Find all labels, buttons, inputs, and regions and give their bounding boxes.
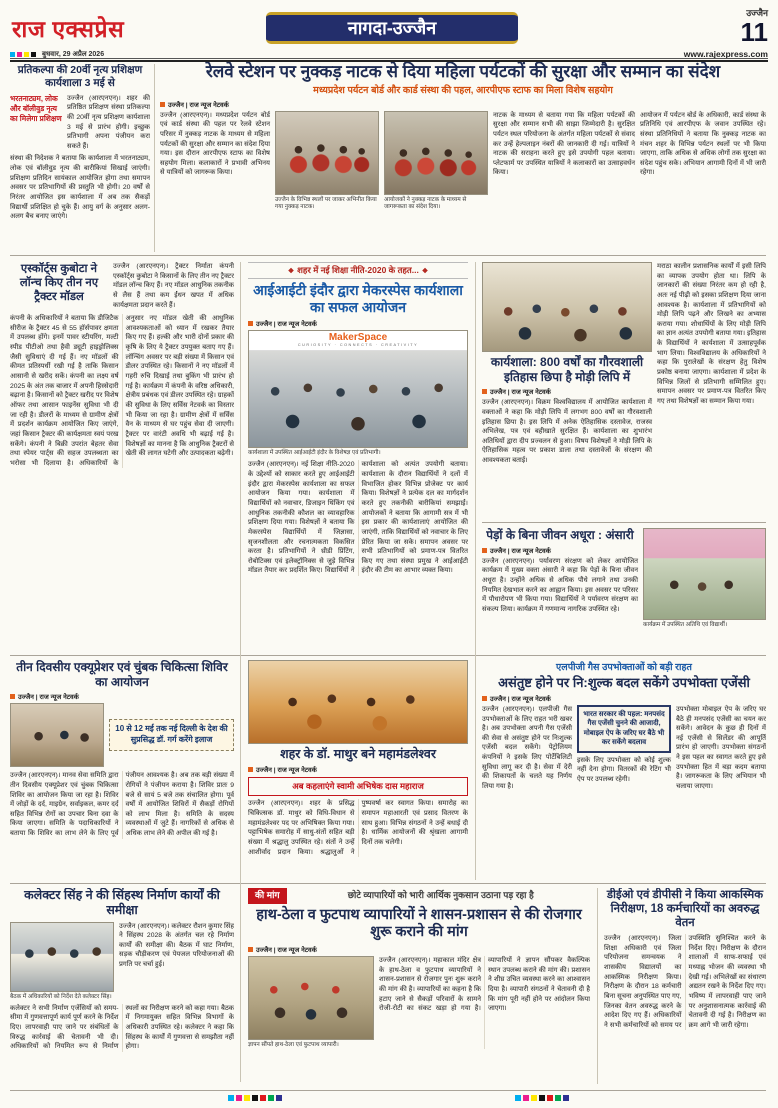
photo-street-play-2 bbox=[384, 111, 488, 195]
article-body: उज्जैन (आरएनएन)। मानव सेवा समिति द्वारा तीन दिवसीय एक्यूप्रेशर एवं चुंबक चिकित्सा शिविर का आयोजन किया जा रहा है। शिविर में जोड़ों के दर्द, माइग्रेन, सर्वाइकल, कमर दर्द सहित विभिन्न रोगों का उपचार बिना दवा के किया जाएगा। समिति के पदाधिकारियों ने बताया कि शिविर का लाभ लेने के लिए पूर्व पंजीयन आवश्यक है। अब तक बड़ी संख्या में रोगियों ने पंजीयन कराया है। शिविर प्रातः 9 बजे से सायं 5 बजे तक संचालित होगा। पूर्व वर्षों में आयोजित शिविरों में सैकड़ों रोगियों को लाभ मिला है। समिति के सदस्य व्यवस्थाओं में जुटे हैं। नागरिकों से अधिक से अधिक लाभ लेने की अपील की गई है। bbox=[10, 772, 234, 838]
highlight-box: 10 से 12 मई तक नई दिल्ली के देश की सुप्रसिद्ध डॉ. गर्ग करेंगे इलाज bbox=[109, 719, 234, 751]
highlight-box: अब कहलाएंगे स्वामी अभिषेक दास महाराज bbox=[248, 777, 468, 796]
article-body: इसके लिए उपभोक्ता को कोई शुल्क नहीं देना होगा। वितरकों की रेटिंग भी ऐप पर उपलब्ध रहेगी। bbox=[577, 756, 671, 783]
article-headline: रेलवे स्टेशन पर नुक्कड़ नाटक से दिया महिला पर्यटकों की सुरक्षा और सम्मान का संदेश bbox=[205, 62, 721, 81]
article-headline: हाथ-ठेला व फुटपाथ व्यापारियों ने शासन-प्रशासन से की रोजगार शुरू कराने की मांग bbox=[256, 906, 582, 941]
article-headline: आईआईटी इंदौर द्वारा मेकरस्पेस कार्यशाला का सफल आयोजन bbox=[253, 282, 463, 316]
article-headline: एस्कॉर्ट्स कुबोटा ने लॉन्च किए तीन नए ट्रैक्टर मॉडल bbox=[19, 263, 99, 304]
website-url: www.rajexpress.com bbox=[683, 49, 768, 59]
article-strap: छोटे व्यापारियों को भारी आर्थिक नुकसान उठाना पड़ रहा है bbox=[347, 890, 534, 900]
byline: उज्जैन | राज न्यूज नेटवर्क bbox=[10, 692, 234, 701]
masthead bbox=[10, 6, 768, 58]
article-body: उपभोक्ता मोबाइल ऐप के जरिए घर बैठे ही मनपसंद एजेंसी का चयन कर सकेंगे। आवेदन के कुछ ही दिनों में नई एजेंसी से सिलेंडर की आपूर्ति प्रारंभ हो जाएगी। उपभोक्ता संगठनों ने इस पहल का स्वागत करते हुए इसे उपभोक्ता हित में बड़ा कदम बताया है। जागरूकता के लिए अभियान भी चलाया जाएगा। bbox=[676, 705, 766, 790]
article-headline: पेड़ों के बिना जीवन अधूरा : अंसारी bbox=[486, 528, 634, 542]
ornament-icon bbox=[419, 265, 431, 275]
article-left-column bbox=[482, 262, 652, 466]
sign-tagline: CURIOSITY · CONNECTS · CREATIVITY bbox=[297, 343, 419, 347]
article-body: उज्जैन (आरएनएन)। महाकाल मंदिर क्षेत्र के हाथ-ठेला व फुटपाथ व्यापारियों ने शासन-प्रशासन से रोजगार पुनः शुरू कराने की मांग की है। व्यापारियों का कहना है कि हटाए जाने से सैकड़ों परिवारों के सामने रोजी-रोटी का संकट खड़ा हो गया है। व्यापारियों ने ज्ञापन सौंपकर वैकल्पिक स्थान उपलब्ध कराने की मांग की। प्रशासन ने शीघ्र उचित व्यवस्था करने का आश्वासन दिया है। व्यापारी संगठनों ने चेतावनी दी है कि मांग पूरी नहीं होने पर आंदोलन किया जाएगा। bbox=[379, 957, 590, 1013]
article-headline: तीन दिवसीय एक्यूप्रेशर एवं चुंबक चिकित्सा शिविर का आयोजन bbox=[16, 660, 228, 689]
article-vendors-demand bbox=[248, 888, 590, 1086]
article-body: उज्जैन (आरएनएन)। शहर के प्रसिद्ध चिकित्सक डॉ. माथुर को विधि-विधान से महामंडलेश्वर पद पर अभिषिक्त किया गया। पट्टाभिषेक समारोह में साधु-संतों सहित बड़ी संख्या में श्रद्धालु उपस्थित रहे। संतों ने उन्हें आशीर्वाद प्रदान किया। श्रद्धालुओं ने पुष्पवर्षा कर स्वागत किया। समारोह का समापन महाआरती एवं प्रसाद वितरण के साथ हुआ। विभिन्न संगठनों ने उन्हें बधाई दी है। धार्मिक आयोजनों की श्रृंखला आगामी दिनों तक चलेगी। bbox=[248, 800, 468, 856]
article-headline: प्रतिकल्पा की 20वीं नृत्य प्रशिक्षण कार्यशाला 3 मई से bbox=[17, 64, 143, 89]
article-body: उज्जैन (आरएनएन)। नई शिक्षा नीति-2020 के उद्देश्यों को साकार करते हुए आईआईटी इंदौर द्वारा मेकरस्पेस कार्यशाला का सफल आयोजन किया गया। कार्यशाला में विद्यार्थियों को नवाचार, डिजाइन थिंकिंग एवं आधुनिक तकनीकी कौशल का व्यावहारिक प्रशिक्षण दिया गया। विशेषज्ञों ने बताया कि मेकरस्पेस विद्यार्थियों में जिज्ञासा, सृजनशीलता और रचनात्मकता विकसित करता है। प्रतिभागियों ने थ्रीडी प्रिंटिंग, रोबोटिक्स एवं इलेक्ट्रॉनिक्स से जुड़े विभिन्न मॉडल तैयार कर प्रदर्शित किए। विद्यार्थियों ने कार्यशाला को अत्यंत उपयोगी बताया। कार्यशाला के दौरान विद्यार्थियों ने दलों में विभाजित होकर विभिन्न प्रोजेक्ट पर कार्य किया। विशेषज्ञों ने प्रत्येक दल का मार्गदर्शन करते हुए तकनीकी बारीकियां समझाईं। आयोजकों ने बताया कि आगामी सत्र में भी इस प्रकार की कार्यशालाएं आयोजित की जाएंगी, ताकि विद्यार्थियों को नवाचार के लिए प्रेरित किया जा सके। समापन अवसर पर सभी प्रतिभागियों को प्रमाण-पत्र वितरित किए गए तथा संस्था प्रमुख ने आईआईटी इंदौर की टीम का आभार व्यक्त किया। bbox=[248, 461, 468, 575]
article-railway-street-play bbox=[160, 62, 766, 252]
article-body: उज्जैन (आरएनएन)। ट्रैक्टर निर्माता कंपनी एस्कॉर्ट्स कुबोटा ने किसानों के लिए तीन नए ट्रैक्टर मॉडल लॉन्च किए हैं। नए मॉडल आधुनिक तकनीक से लैस हैं तथा कम ईंधन खपत में अधिक कार्यक्षमता प्रदान करते हैं। bbox=[113, 263, 234, 309]
masthead-right bbox=[741, 6, 769, 45]
article-dance-workshop bbox=[10, 64, 150, 250]
photo-caption: ज्ञापन सौंपते हाथ-ठेला एवं फुटपाथ व्यापारी। bbox=[248, 1042, 339, 1049]
article-subhead: भरतनाट्यम, लोक और बॉलीवुड नृत्य का मिलेगा प्रशिक्षण bbox=[10, 93, 62, 123]
photo-camp-preparation bbox=[10, 703, 104, 767]
newspaper-logo: राज एक्सप्रेस bbox=[12, 16, 125, 42]
article-headline: कार्यशाला: 800 वर्षों का गौरवशाली इतिहास छिपा है मोड़ी लिपि में bbox=[490, 355, 644, 384]
article-body: मराठा कालीन प्रशासनिक कार्यों में इसी लिपि का व्यापक उपयोग होता था। लिपि के जानकारों की संख्या निरंतर कम हो रही है, अतः नई पीढ़ी को इसका प्रशिक्षण दिया जाना आवश्यक है। कार्यशाला में प्रतिभागियों को मोड़ी लिपि पढ़ने और लिखने का अभ्यास कराया गया। शोधार्थियों के लिए मोड़ी लिपि का ज्ञान अत्यंत उपयोगी बताया गया। इतिहास के विद्यार्थियों ने कार्यशाला में उत्साहपूर्वक भाग लिया। विश्वविद्यालय के अधिकारियों ने कहा कि पुरालेखों के संरक्षण हेतु विशेष प्रकोष्ठ बनाया जाएगा। कार्यशाला में प्रदेश के विभिन्न जिलों से प्रतिभागी सम्मिलित हुए। समापन अवसर पर प्रमाण-पत्र वितरित किए गए तथा विशेषज्ञों का सम्मान किया गया। bbox=[657, 263, 766, 405]
article-collector-review bbox=[10, 888, 234, 1086]
byline: उज्जैन | राज न्यूज नेटवर्क bbox=[482, 387, 652, 396]
page-number: 11 bbox=[740, 17, 768, 47]
photo-vendors-protest bbox=[248, 956, 374, 1040]
article-middle-column bbox=[577, 705, 671, 792]
photo-block bbox=[10, 922, 114, 1001]
photo-caption: कार्यशाला में उपस्थित आईआईटी इंदौर के विशेषज्ञ एवं प्रतिभागी। bbox=[248, 450, 381, 457]
section-label: की मांग bbox=[248, 888, 287, 904]
article-body: कंपनी के अधिकारियों ने बताया कि डीजिटैक सीरीज के ट्रैक्टर 45 से 55 हॉर्सपावर क्षमता में उपलब्ध होंगे। इनमें पावर स्टीयरिंग, मल्टी स्पीड पीटीओ तथा हैवी ड्यूटी हाइड्रोलिक्स जैसी सुविधाएं दी गई हैं। नए मॉडलों की कीमत प्रतिस्पर्धी रखी गई है ताकि किसान आसानी से खरीद सकें। कंपनी का लक्ष्य वर्ष 2025 के अंत तक बाजार में अपनी हिस्सेदारी बढ़ाना है। किसानों को ट्रैक्टर खरीद पर विशेष ऑफर तथा आसान फाइनेंस सुविधा भी दी जा रही है। डीलरों के माध्यम से ग्रामीण क्षेत्रों में प्रदर्शन कार्यक्रम आयोजित किए जाएंगे, जहां किसान ट्रैक्टर की कार्यक्षमता स्वयं परख सकेंगे। कंपनी ने बिक्री उपरांत बेहतर सेवा तथा स्पेयर पार्ट्स की सहज उपलब्धता का भरोसा भी दिलाया है। अधिकारियों के अनुसार नए मॉडल खेती की आधुनिक आवश्यकताओं को ध्यान में रखकर तैयार किए गए हैं। हल्की और भारी दोनों प्रकार की कृषि के लिए ये ट्रैक्टर उपयुक्त बताए गए हैं। लॉन्चिंग अवसर पर बड़ी संख्या में किसान एवं डीलर उपस्थित रहे। किसानों ने नए मॉडलों में गहरी रुचि दिखाई तथा बुकिंग भी प्रारंभ हो गई है। कार्यक्रम में कंपनी के वरिष्ठ अधिकारी, क्षेत्रीय प्रबंधक एवं डीलर उपस्थित रहे। ग्राहकों की सुविधा के लिए सर्विस नेटवर्क का विस्तार भी किया जा रहा है। ग्रामीण क्षेत्रों में सर्विस वैन के माध्यम से घर पहुंच सेवा दी जाएगी। ट्रैक्टर पर वारंटी अवधि भी बढ़ाई गई है। विशेषज्ञों का मानना है कि आधुनिक ट्रैक्टरों से खेती की लागत घटेगी और उत्पादकता बढ़ेगी। bbox=[10, 315, 234, 467]
article-headline: असंतुष्ट होने पर नि:शुल्क बदल सकेंगे उपभोक्ता एजेंसी bbox=[498, 675, 750, 690]
article-body: संस्था की निदेशक ने बताया कि कार्यशाला में भरतनाट्यम, लोक एवं बॉलीवुड नृत्य की बारीकियां सिखाई जाएंगी। प्रशिक्षण प्रतिदिन सायंकाल आयोजित होगा तथा समापन अवसर पर प्रतिभागियों की प्रस्तुति भी होगी। 20 वर्षों से निरंतर आयोजित इस कार्यशाला में अब तक सैकड़ों विद्यार्थी प्रशिक्षित हो चुके हैं। आयु वर्ग के अनुसार अलग-अलग बैच बनाए जाएंगे। bbox=[10, 155, 150, 221]
article-body: नाटक के माध्यम से बताया गया कि महिला पर्यटकों की सुरक्षा और सम्मान सभी की साझा जिम्मेदारी है। सुरक्षित पर्यटन स्थल परियोजना के अंतर्गत महिला पर्यटकों से संवाद कर उन्हें हेल्पलाइन नंबरों की जानकारी दी गई। यात्रियों ने नाटक की सराहना करते हुए इसे उपयोगी पहल बताया। प्लेटफार्म पर उपस्थित यात्रियों ने कलाकारों का उत्साहवर्धन किया। bbox=[493, 111, 635, 177]
photo-block bbox=[384, 111, 488, 211]
article-body: उज्जैन (आरएनएन)। कलेक्टर रौशन कुमार सिंह ने सिंहस्थ 2028 के अंतर्गत चल रहे निर्माण कार्यों की समीक्षा की। बैठक में घाट निर्माण, सड़क चौड़ीकरण एवं पेयजल परियोजनाओं की प्रगति पर चर्चा हुई। bbox=[119, 922, 234, 969]
article-kicker: एलपीजी गैस उपभोक्ताओं को बड़ी राहत bbox=[556, 662, 692, 673]
photo-caption: बैठक में अधिकारियों को निर्देश देते कलेक्टर सिंह। bbox=[10, 993, 112, 1000]
photo-makerspace-group bbox=[248, 330, 468, 448]
article-body: उज्जैन (आरएनएन)। विक्रम विश्वविद्यालय में आयोजित कार्यशाला में वक्ताओं ने कहा कि मोड़ी लिपि में लगभग 800 वर्षों का गौरवशाली इतिहास छिपा है। इस लिपि में अनेक ऐतिहासिक दस्तावेज, राजस्व अभिलेख, पत्र एवं बहीखाते सुरक्षित हैं। कार्यशाला का शुभारंभ अतिथियों द्वारा दीप प्रज्वलन से हुआ। विषय विशेषज्ञों ने मोड़ी लिपि के ऐतिहासिक महत्व पर प्रकाश डाला तथा दस्तावेजों के संरक्षण की आवश्यकता बताई। bbox=[482, 399, 652, 465]
divider bbox=[475, 262, 476, 880]
article-deo-inspection bbox=[604, 888, 766, 1086]
edition-banner: नागदा-उज्जैन bbox=[266, 12, 518, 44]
sign-title: MakerSpace bbox=[328, 332, 388, 343]
byline: उज्जैन | राज न्यूज नेटवर्क bbox=[482, 694, 766, 703]
divider bbox=[482, 522, 766, 523]
article-body: उज्जैन (आरएनएन)। पर्यावरण संरक्षण को लेकर आयोजित कार्यक्रम में मुख्य वक्ता अंसारी ने कहा कि पेड़ों के बिना जीवन अधूरा है। उन्होंने अधिक से अधिक पौधे लगाने तथा उनकी नियमित देखभाल करने का आह्वान किया। इस अवसर पर परिसर में पौधारोपण भी किया गया। विद्यार्थियों ने पर्यावरण संरक्षण का संकल्प लिया। कार्यक्रम में गणमान्य नागरिक उपस्थित रहे। bbox=[482, 557, 638, 613]
photo-block bbox=[248, 956, 374, 1049]
article-body: उज्जैन (आरएनएन)। जिला शिक्षा अधिकारी एवं जिला परियोजना समन्वयक ने शासकीय विद्यालयों का आकस्मिक निरीक्षण किया। निरीक्षण के दौरान 18 कर्मचारी बिना सूचना अनुपस्थित पाए गए, जिनका वेतन अवरुद्ध करने के आदेश दिए गए हैं। अधिकारियों ने सभी कर्मचारियों को समय पर उपस्थिति सुनिश्चित करने के निर्देश दिए। निरीक्षण के दौरान शालाओं में साफ-सफाई एवं मध्याह्न भोजन की व्यवस्था भी देखी गई। अभिलेखों का संधारण अद्यतन रखने के निर्देश दिए गए। भविष्य में लापरवाही पाए जाने पर अनुशासनात्मक कार्रवाई की चेतावनी दी गई है। निरीक्षण का क्रम आगे भी जारी रहेगा। bbox=[604, 935, 766, 1029]
article-lpg-portability bbox=[482, 660, 766, 878]
ornament-icon bbox=[285, 265, 297, 275]
article-left-column bbox=[482, 528, 638, 629]
divider bbox=[10, 883, 766, 884]
article-modi-script-workshop bbox=[482, 262, 766, 516]
article-acupressure-camp bbox=[10, 660, 234, 878]
photo-review-meeting bbox=[10, 922, 114, 992]
color-registration-marks bbox=[228, 1095, 282, 1101]
photo-workshop-group bbox=[482, 262, 652, 352]
article-body: उज्जैन (आरएनएन)। शहर की प्रतिष्ठित प्रशिक्षण संस्था प्रतिकल्पा की 20वीं नृत्य प्रशिक्षण कार्यशाला 3 मई से प्रारंभ होगी। इच्छुक प्रतिभागी अपना पंजीयन करा सकते हैं। bbox=[67, 94, 150, 150]
edition-date: बुधवार, 29 अप्रैल 2026 bbox=[42, 50, 105, 58]
divider bbox=[10, 1090, 766, 1091]
article-kicker bbox=[248, 262, 468, 279]
photo-street-play-1 bbox=[275, 111, 379, 195]
article-body: आयोजन में पर्यटन बोर्ड के अधिकारी, कार्ड संस्था के प्रतिनिधि एवं आरपीएफ के जवान उपस्थित रहे। संस्था प्रतिनिधियों ने बताया कि नुक्कड़ नाटक का मंचन शहर के विभिन्न पर्यटन स्थलों पर भी किया जाएगा, ताकि अधिक से अधिक लोगों तक सुरक्षा का संदेश पहुंच सके। अभियान आगामी दिनों में भी जारी रहेगा। bbox=[640, 111, 766, 177]
article-body: उज्जैन (आरएनएन)। एलपीजी गैस उपभोक्ताओं के लिए राहत भरी खबर है। अब उपभोक्ता अपनी गैस एजेंसी की सेवा से असंतुष्ट होने पर निःशुल्क एजेंसी बदल सकेंगे। पेट्रोलियम कंपनियों ने इसके लिए पोर्टेबिलिटी सुविधा लागू कर दी है। सेवा में देरी की शिकायतों के चलते यह निर्णय लिया गया है। bbox=[482, 705, 572, 790]
article-subhead: मध्यप्रदेश पर्यटन बोर्ड और कार्ड संस्था की पहल, आरपीएफ स्टाफ का मिला विशेष सहयोग bbox=[313, 84, 613, 96]
article-mahamandaleshwar bbox=[248, 660, 468, 878]
color-registration-marks bbox=[10, 52, 36, 57]
article-headline: शहर के डॉ. माथुर बने महामंडलेश्वर bbox=[280, 747, 436, 761]
photo-plantation-event bbox=[643, 528, 766, 620]
divider bbox=[154, 64, 155, 252]
byline: उज्जैन | राज न्यूज नेटवर्क bbox=[248, 765, 468, 774]
byline: उज्जैन | राज न्यूज नेटवर्क bbox=[248, 945, 590, 954]
divider bbox=[10, 655, 766, 656]
photo-caption: कार्यक्रम में उपस्थित अतिथि एवं विद्यार्थी। bbox=[643, 622, 728, 628]
divider bbox=[10, 255, 766, 256]
article-body: कलेक्टर ने सभी निर्माण एजेंसियों को समय-सीमा में गुणवत्तापूर्ण कार्य पूर्ण करने के निर्देश दिए। लापरवाही पाए जाने पर संबंधितों के विरुद्ध कार्रवाई की चेतावनी भी दी। अधिकारियों को नियमित रूप से निर्माण स्थलों का निरीक्षण करने को कहा गया। बैठक में निगमायुक्त सहित विभिन्न विभागों के अधिकारी उपस्थित रहे। कलेक्टर ने कहा कि सिंहस्थ के कार्यों में गुणवत्ता से समझौता नहीं होगा। bbox=[10, 1004, 234, 1051]
photo-saints-ceremony bbox=[248, 660, 468, 744]
article-tractor-launch bbox=[10, 262, 234, 650]
makerspace-sign bbox=[249, 331, 467, 351]
byline: उज्जैन | राज न्यूज नेटवर्क bbox=[160, 100, 766, 109]
divider bbox=[240, 262, 241, 1082]
article-headline: कलेक्टर सिंह ने की सिंहस्थ निर्माण कार्यों की समीक्षा bbox=[24, 888, 220, 918]
city-label: उज्जैन bbox=[746, 8, 768, 18]
article-body: उज्जैन (आरएनएन)। मध्यप्रदेश पर्यटन बोर्ड एवं कार्ड संस्था की पहल पर रेलवे स्टेशन परिसर में नुक्कड़ नाटक के माध्यम से महिला पर्यटकों की सुरक्षा और सम्मान का संदेश दिया गया। इस दौरान आरपीएफ स्टाफ का विशेष सहयोग मिला। कलाकारों ने प्रभावी अभिनय से यात्रियों को जागरूक किया। bbox=[160, 111, 270, 177]
article-headline: डीईओ एवं डीपीसी ने किया आकस्मिक निरीक्षण, 18 कर्मचारियों का अवरुद्ध वेतन bbox=[606, 889, 764, 930]
kicker-text: शहर में नई शिक्षा नीति-2020 के तहत... bbox=[297, 265, 419, 275]
photo-block bbox=[643, 528, 766, 629]
color-registration-marks bbox=[515, 1095, 569, 1101]
photo-caption: आयोजकों ने नुक्कड़ नाटक के माध्यम से जागरूकता का संदेश दिया। bbox=[384, 196, 467, 210]
article-makerspace-workshop bbox=[248, 262, 468, 650]
photo-caption: उज्जैन के विभिन्न स्थलों पर जाकर अभिनीत किया गया नुक्कड़ नाटक। bbox=[275, 196, 377, 210]
byline: उज्जैन | राज न्यूज नेटवर्क bbox=[248, 319, 468, 328]
photo-block bbox=[275, 111, 379, 211]
byline: उज्जैन | राज न्यूज नेटवर्क bbox=[482, 546, 638, 555]
article-trees-speech bbox=[482, 528, 766, 650]
divider bbox=[597, 888, 598, 1084]
highlight-box: भारत सरकार की पहल: मनपसंद गैस एजेंसी चुनने की आजादी, मोबाइल ऐप के जरिए घर बैठे भी कर सकेंगे बदलाव bbox=[577, 705, 671, 753]
